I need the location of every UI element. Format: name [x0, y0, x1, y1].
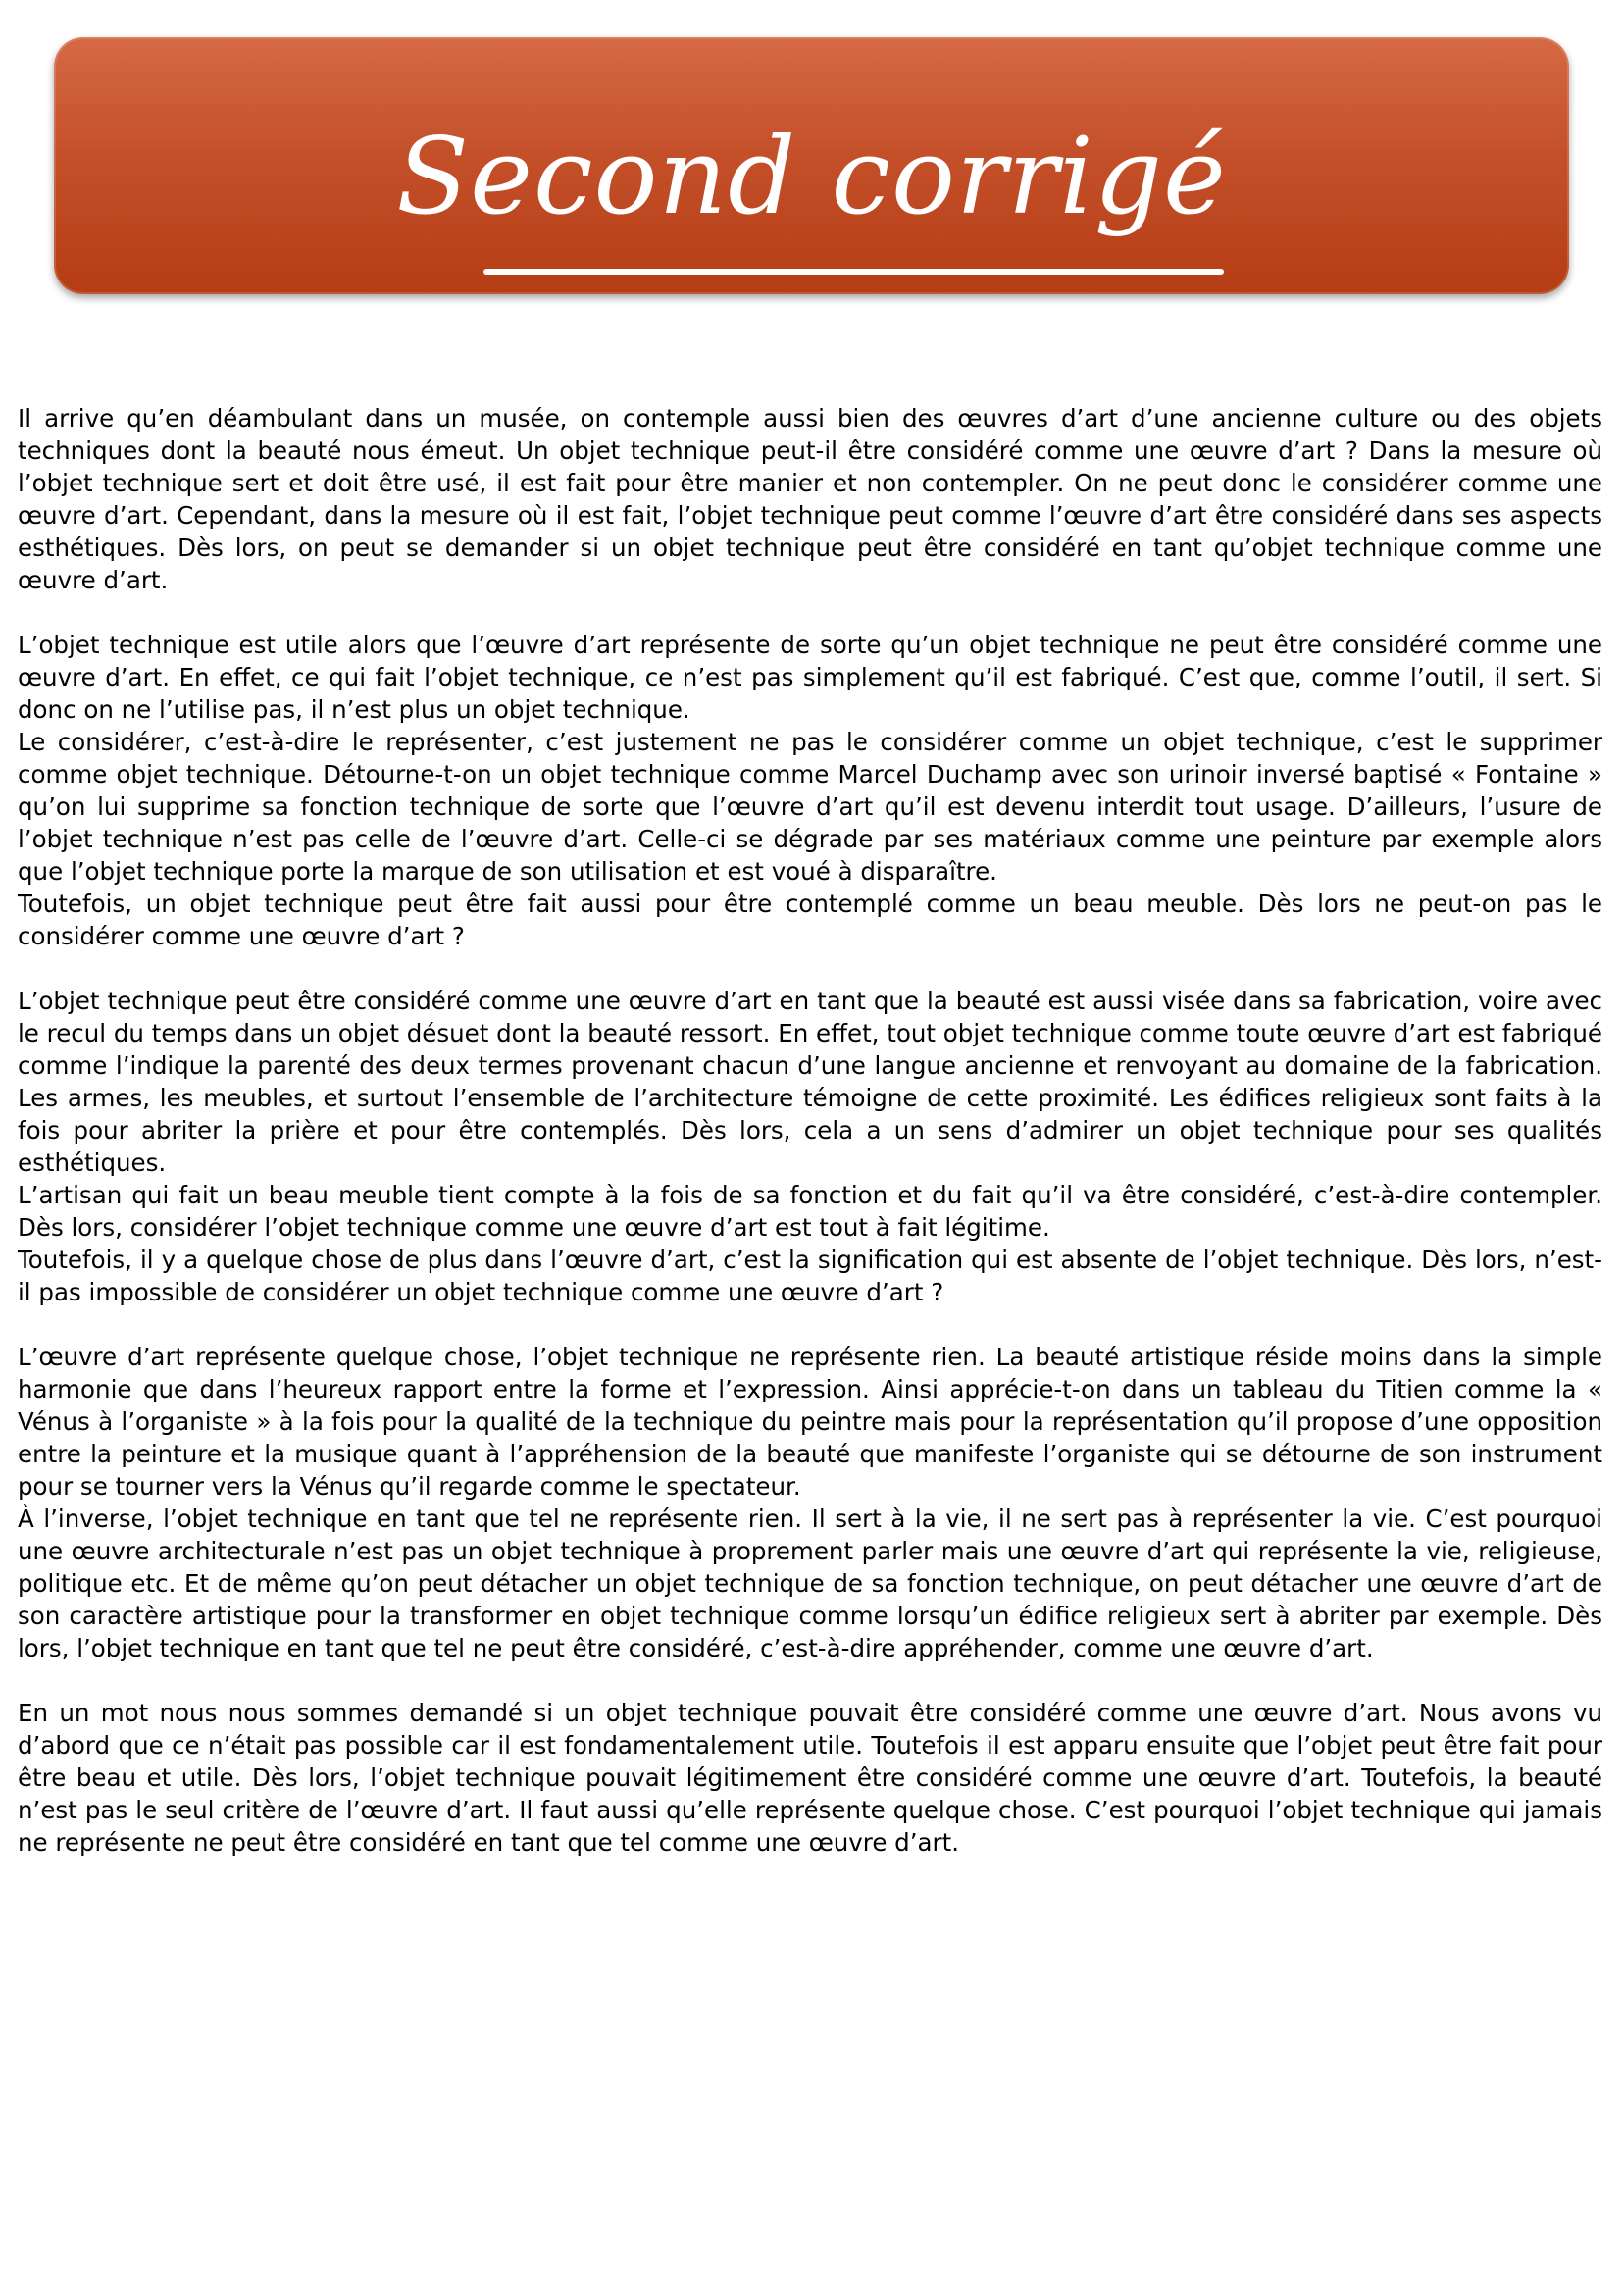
paragraph-spacer: [18, 1308, 1602, 1341]
paragraph-part3-development: À l’inverse, l’objet technique en tant que tel ne représente rien. Il sert à la vie, il ne sert pas à représenter la vie. C’est pourquoi une œuvre architecturale n’est pas un objet technique à proprement parler mais une œuvre d’art qui représente la vie, religieuse, politique etc. Et de même qu’on peut détacher un objet technique de sa fonction technique, on peut détacher une œuvre d’art de son caractère artistique pour la transformer en objet technique comme lorsqu’un édifice religieux sert à abriter par exemple. Dès lors, l’objet technique en tant que tel ne peut être considéré, c’est-à-dire appréhender, comme une œuvre d’art.: [18, 1504, 1602, 1662]
paragraph-introduction: Il arrive qu’en déambulant dans un musée, on contemple aussi bien des œuvres d’art d’une ancienne culture ou des objets techniques dont la beauté nous émeut. Un objet technique peut-il être considéré comme une œuvre d’art ? Dans la mesure où l’objet technique sert et doit être usé, il est fait pour être manier et non contempler. On ne peut donc le considérer comme une œuvre d’art. Cependant, dans la mesure où il est fait, l’objet technique peut comme l’œuvre d’art être considéré dans ses aspects esthétiques. Dès lors, on peut se demander si un objet technique peut être considéré en tant qu’objet technique comme une œuvre d’art.: [18, 404, 1602, 594]
paragraph-part1-transition: Toutefois, un objet technique peut être fait aussi pour être contemplé comme un beau meuble. Dès lors ne peut-on pas le considérer comme une œuvre d’art ?: [18, 890, 1602, 950]
paragraph-part2-development: L’artisan qui fait un beau meuble tient compte à la fois de sa fonction et du fait qu’il va être considéré, c’est-à-dire contempler. Dès lors, considérer l’objet technique comme une œuvre d’art est tout à fait légitime.: [18, 1181, 1602, 1242]
page-title: Second corrigé: [396, 116, 1227, 238]
paragraph-spacer: [18, 596, 1602, 629]
paragraph-part3-thesis: L’œuvre d’art représente quelque chose, l’objet technique ne représente rien. La beauté artistique réside moins dans la simple harmonie que dans l’heureux rapport entre la forme et l’expression. Ainsi apprécie-t-on dans un tableau du Titien comme la « Vénus à l’organiste » à la fois pour la qualité de la technique du peintre mais pour la représentation qu’il propose d’une opposition entre la peinture et la musique quant à l’appréhension de la beauté que manifeste l’organiste qui se détourne de son instrument pour se tourner vers la Vénus qu’il regarde comme le spectateur.: [18, 1343, 1602, 1501]
paragraph-part1-development: Le considérer, c’est-à-dire le représenter, c’est justement ne pas le considérer comme un objet technique, c’est le supprimer comme objet technique. Détourne-t-on un objet technique comme Marcel Duchamp avec son urinoir inversé baptisé « Fontaine » qu’on lui supprime sa fonction technique de sorte que l’œuvre d’art qu’il est devenu interdit tout usage. D’ailleurs, l’usure de l’objet technique n’est pas celle de l’œuvre d’art. Celle-ci se dégrade par ses matériaux comme une peinture par exemple alors que l’objet technique porte la marque de son utilisation et est voué à disparaître.: [18, 728, 1602, 886]
paragraph-part1-thesis: L’objet technique est utile alors que l’œuvre d’art représente de sorte qu’un objet technique ne peut être considéré comme une œuvre d’art. En effet, ce qui fait l’objet technique, ce n’est pas simplement qu’il est fabriqué. C’est que, comme l’outil, il sert. Si donc on ne l’utilise pas, il n’est plus un objet technique.: [18, 631, 1602, 724]
document-body: [18, 402, 1602, 1859]
title-banner: [54, 37, 1569, 294]
title-underline: [483, 269, 1224, 275]
paragraph-spacer: [18, 1664, 1602, 1697]
paragraph-part2-transition: Toutefois, il y a quelque chose de plus dans l’œuvre d’art, c’est la signification qui est absente de l’objet technique. Dès lors, n’est-il pas impossible de considérer un objet technique comme une œuvre d’art ?: [18, 1246, 1602, 1306]
paragraph-conclusion: En un mot nous nous sommes demandé si un objet technique pouvait être considéré comme une œuvre d’art. Nous avons vu d’abord que ce n’était pas possible car il est fondamentalement utile. Toutefois il est apparu ensuite que l’objet peut être fait pour être beau et utile. Dès lors, l’objet technique pouvait légitimement être considéré comme une œuvre d’art. Toutefois, la beauté n’est pas le seul critère de l’œuvre d’art. Il faut aussi qu’elle représente quelque chose. C’est pourquoi l’objet technique qui jamais ne représente ne peut être considéré en tant que tel comme une œuvre d’art.: [18, 1699, 1602, 1857]
paragraph-part2-thesis: L’objet technique peut être considéré comme une œuvre d’art en tant que la beauté est aussi visée dans sa fabrication, voire avec le recul du temps dans un objet désuet dont la beauté ressort. En effet, tout objet technique comme toute œuvre d’art est fabriqué comme l’indique la parenté des deux termes provenant chacun d’une langue ancienne et renvoyant au domaine de la fabrication. Les armes, les meubles, et surtout l’ensemble de l’architecture témoigne de cette proximité. Les édifices religieux sont faits à la fois pour abriter la prière et pour être contemplés. Dès lors, cela a un sens d’admirer un objet technique pour ses qualités esthétiques.: [18, 987, 1602, 1177]
paragraph-spacer: [18, 952, 1602, 985]
